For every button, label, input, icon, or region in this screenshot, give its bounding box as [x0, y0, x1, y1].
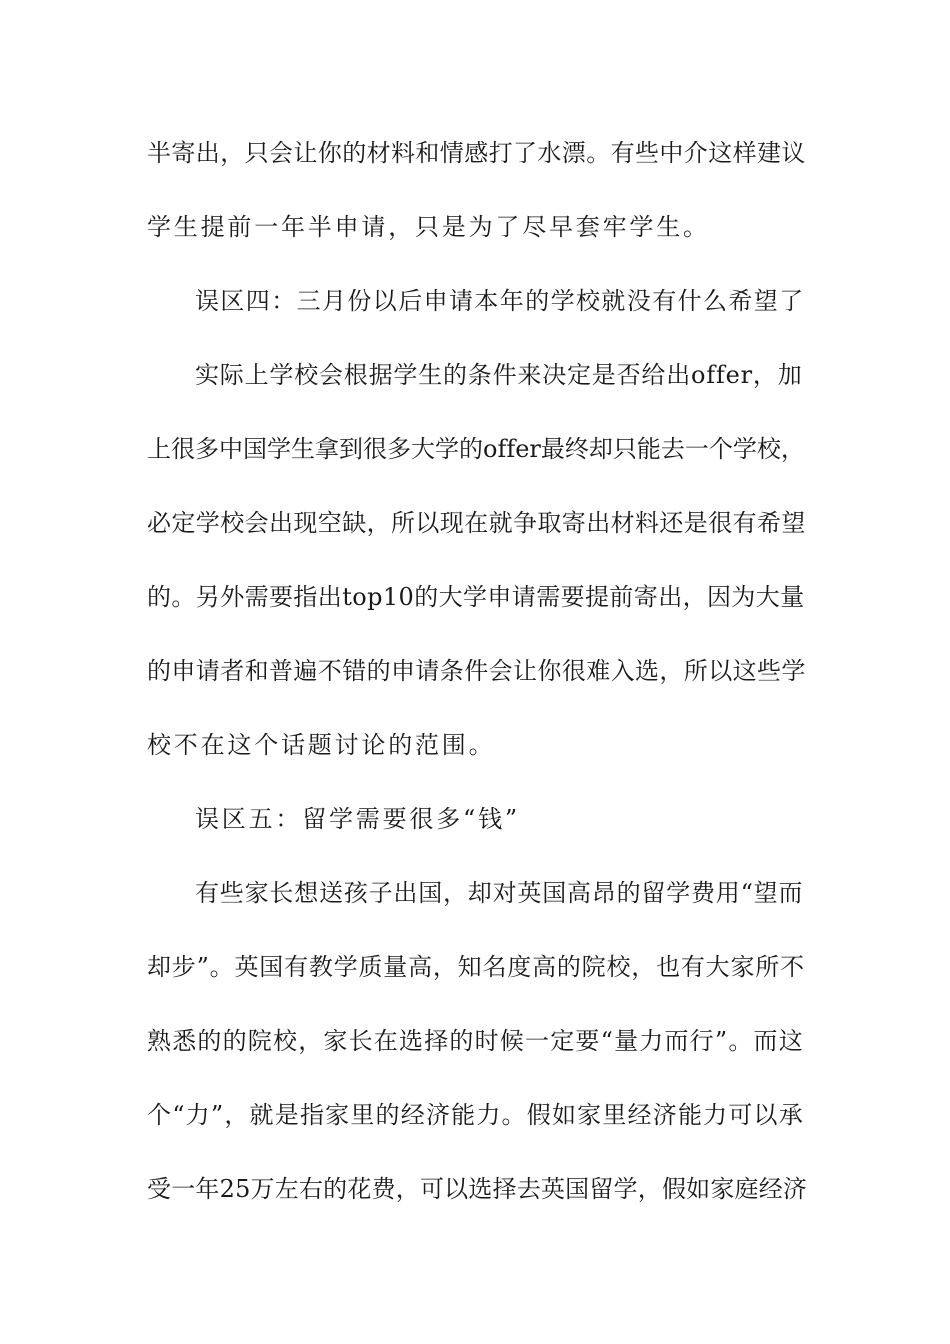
paragraph-line: 实际上学校会根据学生的条件来决定是否给出offer，加 [195, 361, 803, 389]
paragraph-line: 的申请者和普遍不错的申请条件会让你很难入选，所以这些学 [147, 657, 806, 685]
paragraph-line: 学生提前一年半申请，只是为了尽早套牢学生。 [147, 213, 710, 241]
paragraph-line: 熟悉的的院校，家长在选择的时候一定要“量力而行”。而这 [147, 1027, 804, 1055]
paragraph-line: 上很多中国学生拿到很多大学的offer最终却只能去一个学校， [147, 435, 805, 463]
paragraph-line: 个“力”，就是指家里的经济能力。假如家里经济能力可以承 [147, 1101, 804, 1129]
paragraph-line: 的。另外需要指出top10的大学申请需要提前寄出，因为大量 [147, 583, 805, 611]
paragraph-line: 校不在这个话题讨论的范围。 [147, 731, 496, 759]
paragraph-line: 有些家长想送孩子出国，却对英国高昂的留学费用“望而 [195, 879, 804, 907]
section-heading-misconception-5: 误区五：留学需要很多“钱” [195, 805, 520, 833]
section-heading-misconception-4: 误区四：三月份以后申请本年的学校就没有什么希望了 [195, 287, 805, 315]
paragraph-line: 必定学校会出现空缺，所以现在就争取寄出材料还是很有希望 [147, 509, 806, 537]
paragraph-line: 半寄出，只会让你的材料和情感打了水漂。有些中介这样建议 [147, 139, 806, 167]
paragraph-line: 却步”。英国有教学质量高，知名度高的院校，也有大家所不 [147, 953, 805, 981]
paragraph-line: 受一年25万左右的花费，可以选择去英国留学，假如家庭经济 [147, 1175, 808, 1203]
